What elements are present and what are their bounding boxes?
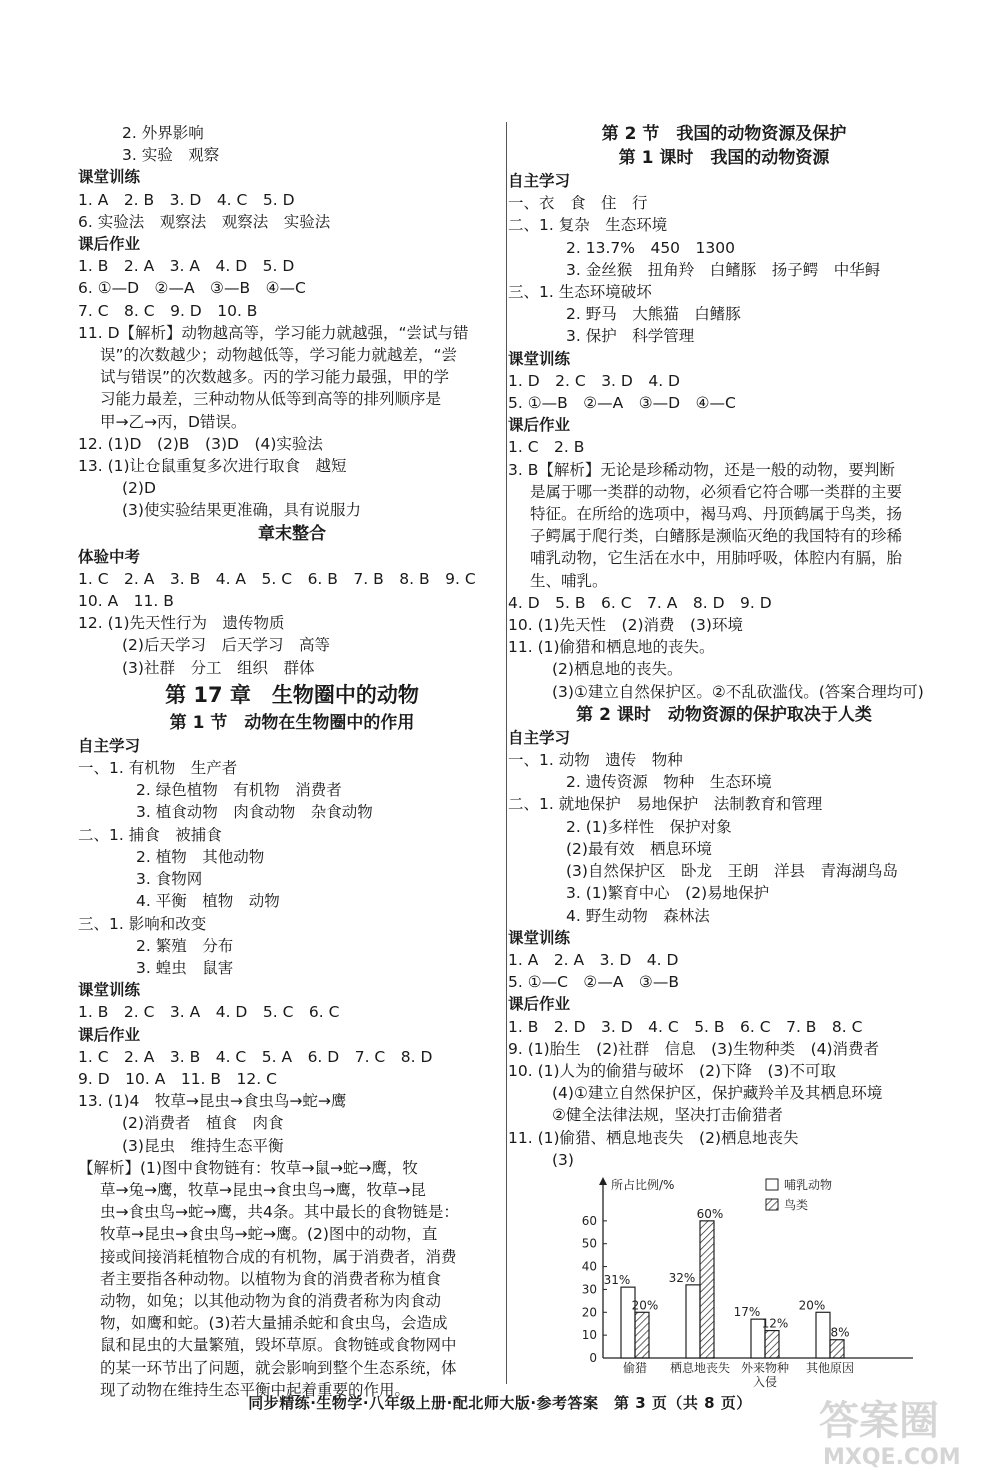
section-title: 第 1 课时 我国的动物资源 (618, 148, 830, 168)
bar-mammal (686, 1285, 700, 1358)
section-title: 第 17 章 生物圈中的动物 (165, 682, 419, 707)
bar-bird (830, 1340, 844, 1358)
watermark-logo (815, 1390, 993, 1470)
answer-line: (3)社群 分工 组织 群体 (122, 658, 315, 677)
section-heading: 课后作业 (508, 416, 571, 435)
answer-line: 10. A 11. B (78, 592, 174, 611)
y-tick-label: 10 (581, 1328, 597, 1343)
answer-line: (3)使实验结果更准确，具有说服力 (122, 501, 361, 520)
chart-svg (508, 1173, 928, 1388)
answer-line: 13. (1)4 牧草→昆虫→食虫鸟→蛇→鹰 (78, 1092, 347, 1111)
x-tick-label: 其他原因 (805, 1360, 855, 1375)
answer-line: 3. 蝗虫 鼠害 (136, 958, 234, 977)
answer-line: 5. ①—B ②—A ③—D ④—C (508, 394, 736, 413)
answer-line: 7. C 8. C 9. D 10. B (78, 301, 258, 320)
answer-line: 习能力最差，三种动物从低等到高等的排列顺序是 (100, 390, 442, 409)
section-heading: 课后作业 (78, 235, 141, 254)
data-label: 17% (733, 1305, 761, 1320)
legend-label: 鸟类 (784, 1197, 809, 1212)
answer-line: 2. 外界影响 (122, 124, 204, 142)
answer-line: 6. 实验法 观察法 观察法 实验法 (78, 212, 331, 231)
section-heading: 课堂训练 (508, 928, 571, 947)
answer-line: 1. A 2. B 3. D 4. C 5. D (78, 190, 295, 209)
answer-line: (2)最有效 栖息环境 (566, 839, 712, 858)
data-label: 60% (696, 1206, 724, 1221)
section-heading: 课堂训练 (508, 349, 571, 368)
y-tick-label: 20 (581, 1305, 597, 1320)
section-heading: 课堂训练 (78, 168, 141, 187)
answer-line: 2. 野马 大熊猫 白鳍豚 (566, 305, 741, 324)
right-column (508, 122, 940, 1392)
answer-line: 4. D 5. B 6. C 7. A 8. D 9. D (508, 593, 772, 612)
section-heading: 自主学习 (508, 728, 571, 747)
answer-line: 10. (1)人为的偷猎与破坏 (2)下降 (3)不可取 (508, 1061, 836, 1080)
answer-line: 1. C 2. B (508, 438, 585, 457)
answer-line: 5. ①—C ②—A ③—B (508, 973, 679, 992)
answer-line: 草→兔→鹰，牧草→昆虫→食虫鸟→鹰，牧草→昆 (100, 1180, 426, 1199)
answer-line: 9. (1)胎生 (2)社群 信息 (3)生物种类 (4)消费者 (508, 1039, 880, 1058)
answer-line: 子鳄属于爬行类，白鳍豚是濒临灭绝的我国特有的珍稀 (530, 527, 903, 546)
bar-bird (635, 1312, 649, 1358)
answer-line: 1. B 2. D 3. D 4. C 5. B 6. C 7. B 8. C (508, 1017, 863, 1036)
answer-line: 1. C 2. A 3. B 4. A 5. C 6. B 7. B 8. B 9. C (78, 569, 476, 588)
answer-line: 者主要指各种动物。以植物为食的消费者称为植食 (100, 1269, 442, 1288)
answer-line: 鼠和昆虫的大量繁殖，毁坏草原。食物链或食物网中 (100, 1336, 457, 1355)
legend-swatch (766, 1179, 778, 1190)
svg-text:MXQE.COM: MXQE.COM (823, 1445, 961, 1470)
answer-line: 虫→食虫鸟→蛇→鹰，共4条。其中最长的食物链是： (100, 1203, 459, 1222)
answer-line: 11. (1)偷猎和栖息地的丧失。 (508, 638, 715, 657)
column-divider (506, 122, 507, 1384)
legend-swatch (766, 1199, 778, 1210)
section-heading: 课后作业 (78, 1025, 141, 1044)
answer-line: (3)自然保护区 卧龙 王朗 洋县 青海湖鸟岛 (566, 862, 898, 881)
section-heading: 体验中考 (78, 547, 141, 566)
answer-line: 牧草→昆虫→食虫鸟→蛇→鹰。(2)图中的动物，直 (100, 1225, 438, 1244)
answer-line: 6. ①—D ②—A ③—B ④—C (78, 279, 306, 298)
answer-line: 3. 实验 观察 (122, 146, 220, 165)
y-tick-label: 30 (581, 1282, 597, 1297)
data-label: 32% (668, 1270, 696, 1285)
x-tick-label: 栖息地丧失 (669, 1360, 731, 1375)
answer-line: 【解析】(1)图中食物链有：牧草→鼠→蛇→鹰，牧 (78, 1158, 418, 1177)
answer-line: 3. 金丝猴 扭角羚 白鳍豚 扬子鳄 中华鲟 (566, 260, 881, 279)
answer-line: 二、1. 就地保护 易地保护 法制教育和管理 (508, 795, 823, 814)
answer-line: 1. C 2. A 3. B 4. C 5. A 6. D 7. C 8. D (78, 1047, 433, 1066)
answer-line: 误”的次数越少；动物越低等，学习能力就越差，“尝 (100, 346, 458, 365)
svg-text:答案圈: 答案圈 (819, 1398, 939, 1444)
answer-line: 动物，如兔；以其他动物为食的消费者称为肉食动 (100, 1291, 442, 1310)
answer-line: 物，如鹰和蛇。(3)若大量捕杀蛇和食虫鸟，会造成 (100, 1314, 448, 1333)
answer-line: 2. 遗传资源 物种 生态环境 (566, 773, 772, 792)
answer-line: 2. 13.7% 450 1300 (566, 238, 735, 257)
answer-line: (4)①建立自然保护区，保护藏羚羊及其栖息环境 (552, 1084, 883, 1103)
answer-line: (3)昆虫 维持生态平衡 (122, 1136, 284, 1155)
answer-line: 接或间接消耗植物合成的有机物，属于消费者，消费 (100, 1247, 457, 1266)
answer-line: 3. 食物网 (136, 870, 203, 889)
answer-line: 2. 繁殖 分布 (136, 936, 234, 955)
answer-line: 3. 植食动物 肉食动物 杂食动物 (136, 803, 373, 822)
answer-line: 是属于哪一类群的动物，必须看它符合哪一类群的主要 (530, 482, 903, 501)
y-axis-arrow (599, 1177, 607, 1185)
section-heading: 课堂训练 (78, 981, 141, 1000)
x-tick-label: 入侵 (752, 1374, 778, 1388)
answer-line: 3. 保护 科学管理 (566, 327, 695, 346)
answer-line: 试与错误”的次数越多。丙的学习能力最强，甲的学 (100, 368, 450, 387)
section-title: 第 2 课时 动物资源的保护取决于人类 (576, 704, 872, 725)
section-title: 第 2 节 我国的动物资源及保护 (601, 124, 847, 144)
x-tick-label: 偷猎 (622, 1360, 648, 1375)
y-tick-label: 40 (581, 1259, 597, 1274)
answer-line: 哺乳动物，它生活在水中，用肺呼吸，体腔内有膈，胎 (530, 549, 903, 568)
bar-chart (508, 1173, 940, 1392)
answer-line: 1. D 2. C 3. D 4. D (508, 371, 680, 390)
answer-line: (2)消费者 植食 肉食 (122, 1114, 284, 1133)
answer-line: 10. (1)先天性 (2)消费 (3)环境 (508, 616, 743, 635)
data-label: 20% (798, 1298, 826, 1313)
answer-line: 二、1. 捕食 被捕食 (78, 825, 222, 844)
section-heading: 自主学习 (78, 736, 141, 755)
answer-line: 2. (1)多样性 保护对象 (566, 817, 732, 836)
data-label: 31% (603, 1273, 631, 1288)
answer-line: 一、1. 有机物 生产者 (78, 759, 238, 778)
section-title: 章末整合 (258, 523, 326, 544)
answer-line: 2. 绿色植物 有机物 消费者 (136, 781, 342, 800)
answer-line: 11. D【解析】动物越高等，学习能力就越强，“尝试与错 (78, 323, 469, 342)
answer-line: 一、衣 食 住 行 (508, 194, 648, 213)
section-title: 第 1 节 动物在生物圈中的作用 (169, 712, 415, 733)
answer-line: 三、1. 影响和改变 (78, 914, 207, 933)
y-axis-label: 所占比例/% (611, 1177, 675, 1192)
data-label: 20% (631, 1298, 659, 1313)
answer-line: (2)D (122, 479, 156, 498)
answer-line: ②健全法律法规，坚决打击偷猎者 (552, 1106, 783, 1125)
answer-line: 12. (1)D (2)B (3)D (4)实验法 (78, 434, 323, 453)
answer-line: (2)后天学习 后天学习 高等 (122, 636, 330, 655)
answer-line: 2. 植物 其他动物 (136, 847, 265, 866)
answer-line: 1. B 2. A 3. A 4. D 5. D (78, 257, 295, 276)
answer-line: 1. B 2. C 3. A 4. D 5. C 6. C (78, 1003, 340, 1022)
answer-line: 4. 野生动物 森林法 (566, 906, 710, 925)
answer-line: 生、哺乳。 (530, 571, 608, 590)
y-tick-label: 0 (589, 1350, 597, 1365)
answer-line: 一、1. 动物 遗传 物种 (508, 751, 683, 770)
answer-line: 9. D 10. A 11. B 12. C (78, 1069, 277, 1088)
y-tick-label: 50 (581, 1236, 597, 1251)
x-tick-label: 外来物种 (740, 1360, 790, 1375)
answer-line: 甲→乙→丙，D错误。 (100, 412, 247, 431)
answer-line: 12. (1)先天性行为 遗传物质 (78, 614, 285, 633)
answer-line: 1. A 2. A 3. D 4. D (508, 950, 679, 969)
answer-line: (3)①建立自然保护区。②不乱砍滥伐。(答案合理均可) (552, 682, 924, 701)
answer-line: 三、1. 生态环境破坏 (508, 283, 652, 302)
right-text-lines (508, 122, 940, 1171)
answer-line: 11. (1)偷猎、栖息地丧失 (2)栖息地丧失 (508, 1128, 799, 1147)
answer-line: (3) (552, 1150, 574, 1169)
page-footer: 同步精练·生物学·八年级上册·配北师大版·参考答案 第 3 页（共 8 页） (248, 1394, 752, 1412)
answer-line: 4. 平衡 植物 动物 (136, 892, 280, 911)
answer-line: (2)栖息地的丧失。 (552, 660, 683, 679)
answer-line: 特征。在所给的选项中，褐马鸡、丹顶鹤属于鸟类，扬 (530, 505, 903, 524)
y-tick-label: 60 (581, 1213, 597, 1228)
section-heading: 自主学习 (508, 172, 571, 190)
data-label: 8% (830, 1325, 850, 1340)
section-heading: 课后作业 (508, 995, 571, 1014)
bar-bird (765, 1331, 779, 1358)
answer-line: 3. B【解析】无论是珍稀动物，还是一般的动物，要判断 (508, 460, 895, 479)
bar-bird (700, 1221, 714, 1358)
answer-line: 的某一环节出了问题，就会影响到整个生态系统，体 (100, 1358, 457, 1377)
answer-line: 现了动物在维持生态平衡中起着重要的作用。 (100, 1380, 411, 1399)
legend-label: 哺乳动物 (784, 1177, 833, 1192)
answer-line: 13. (1)让仓鼠重复多次进行取食 越短 (78, 457, 347, 476)
answer-line: 3. (1)繁育中心 (2)易地保护 (566, 884, 770, 903)
left-column (78, 122, 506, 1401)
data-label: 12% (761, 1316, 789, 1331)
bar-mammal (816, 1312, 830, 1358)
answer-line: 二、1. 复杂 生态环境 (508, 216, 668, 235)
